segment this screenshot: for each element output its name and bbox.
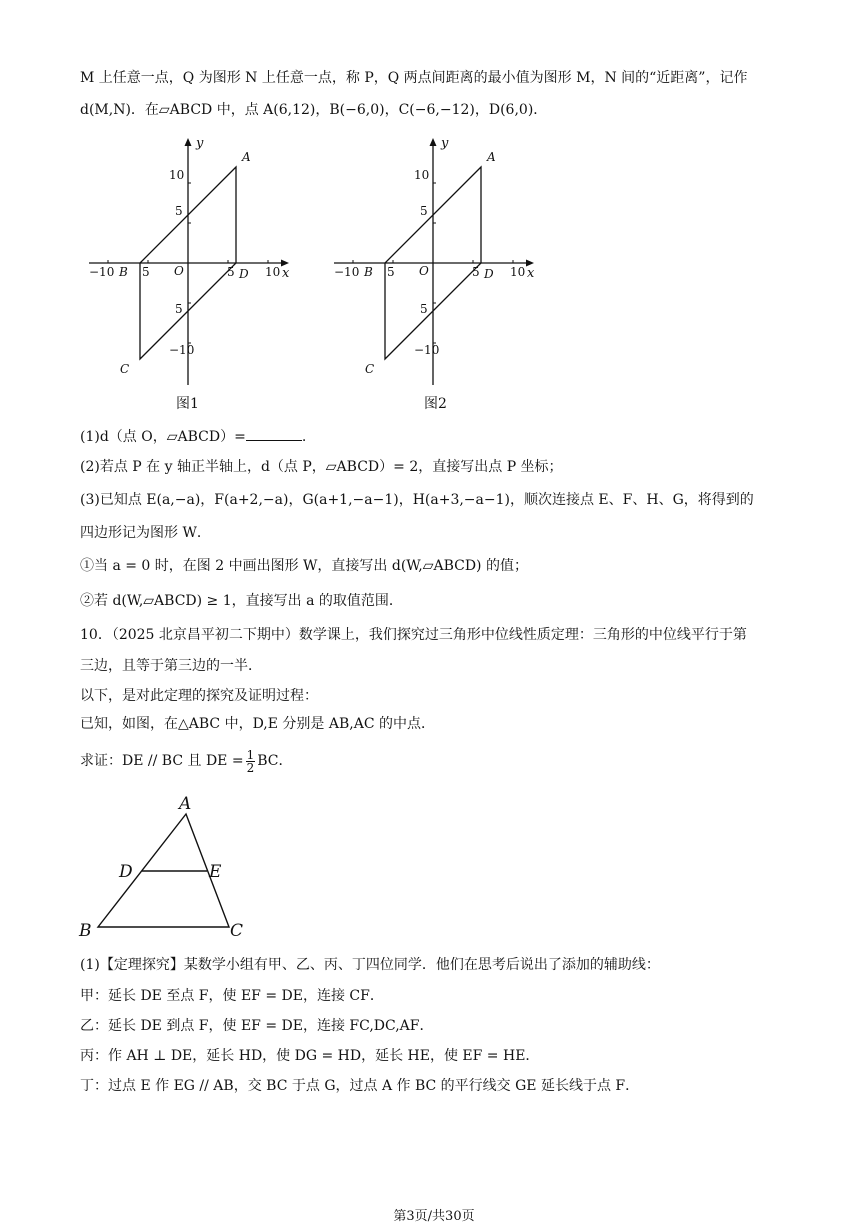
text-line-1: M 上任意一点，Q 为图形 N 上任意一点，称 P，Q 两点间距离的最小值为图形 M，N 间的“近距离”，记作 [80,70,748,86]
figure-1-caption: 图1 [176,396,199,412]
question-1-end: . [301,429,307,445]
fraction-one-half [246,749,256,774]
fig1-y-label: y [196,136,204,151]
fig1-x-label: x [282,266,290,281]
triangle-figure [74,792,264,942]
fig2-point-C: C [365,362,375,376]
fig1-ytick-5: 5 [175,204,183,218]
problem-10-line-4: 已知，如图，在△ABC 中，D,E 分别是 AB,AC 的中点． [80,716,436,732]
question-2: (2)若点 P 在 y 轴正半轴上，d（点 P，▱ABCD）= 2，直接写出点 P 坐标； [80,459,563,475]
triangle-point-D: D [119,862,133,882]
fraction-numerator: 1 [246,747,255,762]
fig2-ytick-neg5: 5 [420,302,428,316]
fig1-ytick-neg5: 5 [175,302,183,316]
figure-2-coordinate-plane [330,135,540,390]
problem-10-line-2: 三边，且等于第三边的一半． [80,658,262,674]
question-1-text: (1)d（点 O，▱ABCD）= [80,429,246,445]
question-3-part-2: ②若 d(W,▱ABCD) ≥ 1，直接写出 a 的取值范围． [80,593,403,609]
question-3-part-1: ①当 a = 0 时，在图 2 中画出图形 W，直接写出 d(W,▱ABCD) 的值； [80,558,528,574]
fig1-ytick-10: 10 [169,168,185,182]
fig2-y-label: y [441,136,449,151]
fig1-origin-label: O [174,264,184,278]
problem-10-line-3: 以下，是对此定理的探究及证明过程： [80,688,318,704]
question-3-line-1: (3)已知点 E(a,−a)，F(a+2,−a)，G(a+1,−a−1)，H(a+3,−a−1)，顺次连接点 E、F、H、G，将得到的 [80,492,754,508]
fig1-xtick-5: 5 [227,265,235,279]
fig2-ytick-10: 10 [414,168,430,182]
fig2-xtick-neg5: 5 [387,265,395,279]
fig1-ytick-neg10: −10 [169,343,195,357]
student-bing-method: 丙：作 AH ⊥ DE，延长 HD，使 DG = HD，延长 HE，使 EF = HE． [80,1048,540,1064]
triangle-point-E: E [209,862,222,882]
fig2-point-B: B [364,265,373,279]
fig2-point-D: D [484,267,494,281]
figure-2-caption: 图2 [424,396,447,412]
theorem-exploration-intro: (1)【定理探究】某数学小组有甲、乙、丙、丁四位同学．他们在思考后说出了添加的辅助线： [80,957,660,973]
prove-text: 求证：DE // BC 且 DE = [80,753,244,769]
fig2-x-label: x [527,266,535,281]
problem-10-line-1: 10．（2025 北京昌平初二下期中）数学课上，我们探究过三角形中位线性质定理：三角形的中位线平行于第 [80,627,747,643]
fig2-xtick-10: 10 [510,265,526,279]
fig2-point-A: A [487,150,496,164]
fig2-origin-label: O [419,264,429,278]
answer-blank [246,426,302,441]
fig1-point-A: A [242,150,251,164]
fig1-point-C: C [120,362,130,376]
triangle-point-A: A [179,794,192,814]
triangle-point-C: C [230,921,244,941]
prove-statement [80,748,292,774]
fig2-xtick-5: 5 [472,265,480,279]
figure-1-coordinate-plane [85,135,295,390]
fig1-point-B: B [119,265,128,279]
fig1-xtick-10: 10 [265,265,281,279]
fig2-ytick-neg10: −10 [414,343,440,357]
student-ding-method: 丁：过点 E 作 EG // AB，交 BC 于点 G，过点 A 作 BC 的平行线交 GE 延长线于点 F． [80,1078,640,1094]
fig1-xtick-neg5: 5 [142,265,150,279]
student-yi-method: 乙：延长 DE 到点 F，使 EF = DE，连接 FC,DC,AF． [80,1018,434,1034]
fig1-point-D: D [239,267,249,281]
question-1 [80,426,306,447]
fraction-denominator: 2 [246,760,255,775]
triangle-point-B: B [79,921,92,941]
page-footer: 第3页/共30页 [393,1209,475,1224]
text-line-2: d(M,N)．在▱ABCD 中，点 A(6,12)，B(−6,0)，C(−6,−12)，D(6,0)． [80,102,548,118]
fig1-xtick-neg10: −10 [89,265,115,279]
prove-text-end: BC． [257,753,293,769]
fig2-xtick-neg10: −10 [334,265,360,279]
fig2-ytick-5: 5 [420,204,428,218]
student-jia-method: 甲：延长 DE 至点 F，使 EF = DE，连接 CF． [80,988,384,1004]
question-3-line-2: 四边形记为图形 W． [80,525,211,541]
